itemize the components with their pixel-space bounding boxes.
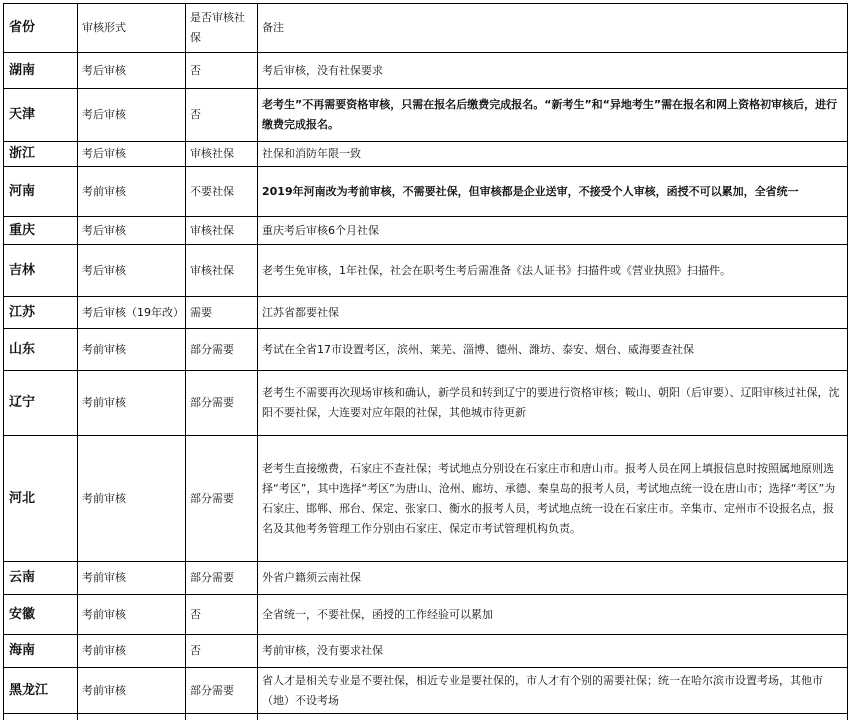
review-form-cell: 考后审核	[78, 89, 186, 142]
remarks-cell: 老考生不需要再次现场审核和确认，新学员和转到辽宁的要进行资格审核；鞍山、朝阳（后审要）、辽阳审核过社保，沈阳不要社保，大连要对应年限的社保，其他城市待更新	[258, 371, 848, 436]
province-cell: 海南	[4, 635, 78, 668]
province-cell: 天津	[4, 89, 78, 142]
table-row	[4, 329, 848, 371]
social-security-cell: 否	[186, 595, 258, 635]
province-cell	[4, 714, 78, 720]
review-form-cell: 考前审核	[78, 668, 186, 714]
province-cell: 重庆	[4, 217, 78, 245]
province-cell: 河南	[4, 167, 78, 217]
header-province: 省份	[4, 4, 78, 53]
table-row	[4, 167, 848, 217]
table-row	[4, 371, 848, 436]
review-form-cell: 考前审核	[78, 167, 186, 217]
remarks-cell: 外省户籍须云南社保	[258, 562, 848, 595]
table-row-partial	[4, 714, 848, 720]
social-security-cell: 不要社保	[186, 167, 258, 217]
remarks-cell: 考试在全省17市设置考区，滨州、莱芜、淄博、德州、潍坊、泰安、烟台、威海要查社保	[258, 329, 848, 371]
table-row	[4, 245, 848, 297]
header-row	[4, 4, 848, 53]
table-row	[4, 595, 848, 635]
province-cell: 辽宁	[4, 371, 78, 436]
remarks-cell: 省人才是相关专业是不要社保，相近专业是要社保的，市人才有个别的需要社保；统一在哈尔滨市设置考场，其他市（地）不设考场	[258, 668, 848, 714]
social-security-cell: 否	[186, 53, 258, 89]
province-cell: 山东	[4, 329, 78, 371]
social-security-cell: 部分需要	[186, 668, 258, 714]
social-security-cell: 审核社保	[186, 142, 258, 167]
table-row	[4, 142, 848, 167]
table-row	[4, 297, 848, 329]
province-cell: 江苏	[4, 297, 78, 329]
remarks-cell: 重庆考后审核6个月社保	[258, 217, 848, 245]
table-row	[4, 217, 848, 245]
social-security-cell: 需要	[186, 297, 258, 329]
review-form-cell: 考后审核	[78, 245, 186, 297]
review-form-cell: 考前审核	[78, 635, 186, 668]
social-security-cell: 部分需要	[186, 329, 258, 371]
review-form-cell	[78, 714, 186, 720]
remarks-cell	[258, 714, 848, 720]
province-cell: 安徽	[4, 595, 78, 635]
province-cell: 云南	[4, 562, 78, 595]
review-form-cell: 考后审核（19年改）	[78, 297, 186, 329]
table-row	[4, 668, 848, 714]
remarks-cell: 江苏省都要社保	[258, 297, 848, 329]
review-form-cell: 考前审核	[78, 595, 186, 635]
social-security-cell: 部分需要	[186, 436, 258, 562]
review-form-cell: 考后审核	[78, 142, 186, 167]
review-form-cell: 考后审核	[78, 217, 186, 245]
province-cell: 吉林	[4, 245, 78, 297]
social-security-cell	[186, 714, 258, 720]
remarks-cell: 考后审核，没有社保要求	[258, 53, 848, 89]
table-row	[4, 89, 848, 142]
review-form-cell: 考前审核	[78, 436, 186, 562]
remarks-cell: 2019年河南改为考前审核，不需要社保，但审核都是企业送审，不接受个人审核，函授不可以累加，全省统一	[258, 167, 848, 217]
table-row	[4, 562, 848, 595]
remarks-cell: 老考生”不再需要资格审核，只需在报名后缴费完成报名。“新考生”和“异地考生”需在报名和网上资格初审核后，进行缴费完成报名。	[258, 89, 848, 142]
province-cell: 湖南	[4, 53, 78, 89]
social-security-cell: 审核社保	[186, 217, 258, 245]
social-security-cell: 否	[186, 635, 258, 668]
province-cell: 河北	[4, 436, 78, 562]
remarks-cell: 考前审核，没有要求社保	[258, 635, 848, 668]
social-security-cell: 部分需要	[186, 371, 258, 436]
exam-review-table	[3, 3, 848, 720]
social-security-cell: 否	[186, 89, 258, 142]
remarks-cell: 老考生直接缴费，石家庄不查社保；考试地点分别设在石家庄市和唐山市。报考人员在网上填报信息时按照属地原则选择“考区”，其中选择“考区”为唐山、沧州、廊坊、承德、秦皇岛的报考人员，考试地点统一设在唐山市；选择“考区”为石家庄、邯郸、邢台、保定、张家口、衡水的报考人员，考试地点统一设在石家庄市。辛集市、定州市不设报名点，报名及其他考务管理工作分别由石家庄、保定市考试管理机构负责。	[258, 436, 848, 562]
review-form-cell: 考后审核	[78, 53, 186, 89]
province-cell: 黑龙江	[4, 668, 78, 714]
remarks-cell: 老考生免审核，1年社保，社会在职考生考后需准备《法人证书》扫描件或《营业执照》扫描件。	[258, 245, 848, 297]
header-remarks: 备注	[258, 4, 848, 53]
header-review-form: 审核形式	[78, 4, 186, 53]
table-row	[4, 53, 848, 89]
table-row	[4, 436, 848, 562]
province-cell: 浙江	[4, 142, 78, 167]
review-form-cell: 考前审核	[78, 371, 186, 436]
review-form-cell: 考前审核	[78, 562, 186, 595]
social-security-cell: 部分需要	[186, 562, 258, 595]
review-form-cell: 考前审核	[78, 329, 186, 371]
remarks-cell: 全省统一，不要社保，函授的工作经验可以累加	[258, 595, 848, 635]
remarks-cell: 社保和消防年限一致	[258, 142, 848, 167]
table-row	[4, 635, 848, 668]
social-security-cell: 审核社保	[186, 245, 258, 297]
header-social-security: 是否审核社保	[186, 4, 258, 53]
